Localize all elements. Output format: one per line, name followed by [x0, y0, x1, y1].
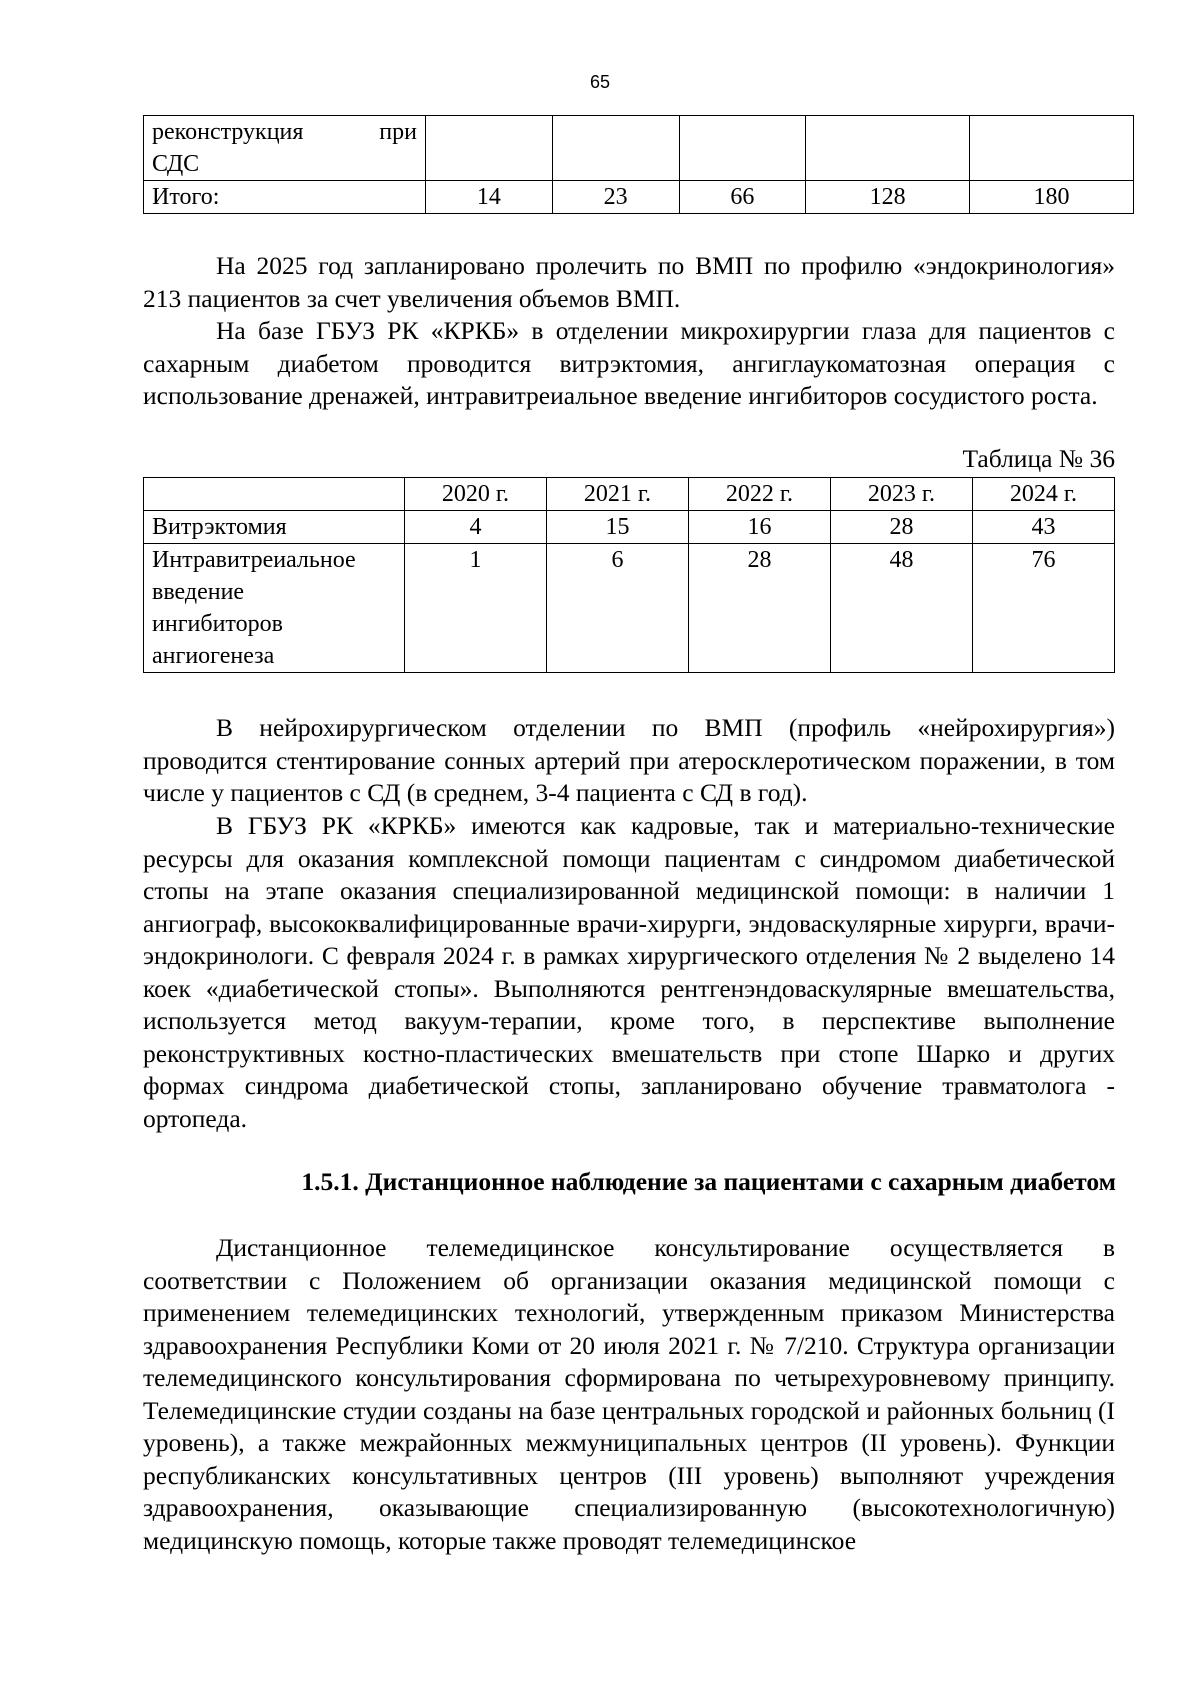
table-cell: 128 [806, 181, 970, 214]
table-row [144, 116, 1134, 181]
table-cell-label: реконструкция при СДС [144, 116, 426, 181]
table-cell [552, 116, 679, 181]
table-header-cell [144, 478, 405, 511]
section-heading: 1.5.1. Дистанционное наблюдение за пациентами с сахарным диабетом [301, 1167, 1116, 1196]
paragraph-neurosurgery: В нейрохирургическом отделении по ВМП (профиль «нейрохирургия») проводится стентирование сонных артерий при атеросклеротическом поражении, в том числе у пациентов с СД (в среднем, 3-4 пациента с СД в год). [143, 713, 1115, 807]
table-row-total [144, 181, 1134, 214]
paragraph-telemedicine: Дистанционное телемедицинское консультирование осуществляется в соответствии с Положением об организации оказания медицинской помощи с применением телемедицинских технологий, утвержденным приказом Министерства здравоохранения Республики Коми от 20 июля 2021 г. № 7/210. Структура организации телемедицинского консультирования сформирована по четырехуровневому принципу. Телемедицинские студии созданы на базе центральных городской и районных больниц (I уровень), а также межрайонных межмуниципальных центров (II уровень). Функции республиканских консультативных центров (III уровень) выполняют учреждения здравоохранения, оказывающие специализированную (высокотехнологичную) медицинскую помощь, которые также проводят телемедицинское [143, 1233, 1115, 1555]
table-header-cell: 2023 г. [831, 478, 973, 511]
table-cell: 28 [831, 511, 973, 544]
table-36 [143, 477, 1115, 673]
table-cell-label: Витрэктомия [144, 511, 405, 544]
table-cell: 1 [405, 544, 547, 673]
table-cell: 16 [689, 511, 831, 544]
table-row [144, 544, 1115, 673]
table-cell [970, 116, 1134, 181]
table-cell: 48 [831, 544, 973, 673]
table-cell: 14 [426, 181, 553, 214]
table-caption: Таблица № 36 [962, 444, 1115, 473]
table-cell: 76 [973, 544, 1115, 673]
table-cell: 15 [547, 511, 689, 544]
table-header-cell: 2020 г. [405, 478, 547, 511]
paragraph-eye-microsurgery: На базе ГБУЗ РК «КРКБ» в отделении микрохирургии глаза для пациентов с сахарным диабетом проводится витрэктомия, ангиглаукоматозная операция с использование дренажей, интравитреиальное введение ингибиторов сосудистого роста. [143, 316, 1115, 410]
table-cell [806, 116, 970, 181]
table-header-cell: 2021 г. [547, 478, 689, 511]
table-cell [426, 116, 553, 181]
paragraph-diabetic-foot: В ГБУЗ РК «КРКБ» имеются как кадровые, так и материально-технические ресурсы для оказания комплексной помощи пациентам с синдромом диабетической стопы на этапе оказания специализированной медицинской помощи: в наличии 1 ангиограф, высококвалифицированные врачи-хирурги, эндоваскулярные хирурги, врачи-эндокринологи. С февраля 2024 г. в рамках хирургического отделения № 2 выделено 14 коек «диабетической стопы». Выполняются рентгенэндоваскулярные вмешательства, используется метод вакуум-терапии, кроме того, в перспективе выполнение реконструктивных костно-пластических вмешательств при стопе Шарко и других формах синдрома диабетической стопы, запланировано обучение травматолога - ортопеда. [143, 811, 1115, 1133]
table-cell [679, 116, 806, 181]
table-cell: 6 [547, 544, 689, 673]
table-header-cell: 2024 г. [973, 478, 1115, 511]
table-continuation [143, 115, 1134, 214]
table-row [144, 511, 1115, 544]
table-header-row [144, 478, 1115, 511]
table-cell: 23 [552, 181, 679, 214]
table-header-cell: 2022 г. [689, 478, 831, 511]
paragraph-vmp-plan: На 2025 год запланировано пролечить по ВМП по профилю «эндокринология» 213 пациентов за счет увеличения объемов ВМП. [143, 251, 1115, 313]
table-cell-label: Итого: [144, 181, 426, 214]
table-cell: 43 [973, 511, 1115, 544]
table-cell-label: Интравитреиальное введение ингибиторов ангиогенеза [144, 544, 405, 673]
page-number: 65 [589, 72, 611, 92]
table-cell: 4 [405, 511, 547, 544]
table-cell: 66 [679, 181, 806, 214]
table-cell: 28 [689, 544, 831, 673]
table-cell: 180 [970, 181, 1134, 214]
